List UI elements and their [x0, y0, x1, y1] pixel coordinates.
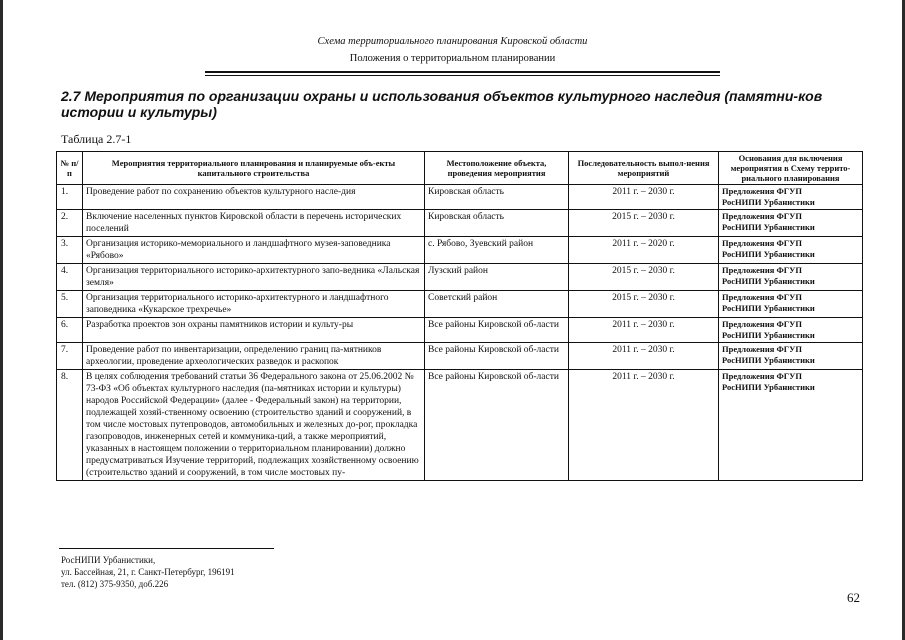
row-basis-line2: РосНИПИ Урбанистики	[722, 249, 815, 259]
row-location: Кировская область	[425, 210, 569, 237]
footer-block	[61, 554, 235, 590]
header-basis: Основания для включения мероприятия в Схему террито-риального планирования	[719, 152, 863, 185]
row-location: Лузский район	[425, 264, 569, 291]
row-basis-line1: Предложения ФГУП	[722, 371, 803, 381]
row-event: В целях соблюдения требований статьи 36 Федерального закона от 25.06.2002 № 73-ФЗ «Об объектах культурного наследия (па-мятниках истории и культуры) народов Российской Федерации» (далее - Федеральный закон) на территории, подлежащей хозяй-ственному освоению (строительство зданий и сооружений, в том числе мостовых путепроводов, автомобильных и железных до-рог, прокладка газопроводов, инженерных сетей и коммуника-ций, а также мероприятий, указанных в настоящем положении о территориальном планировании) должно предусматриваться Изучение территорий, подлежащих хозяйственному освоению (строительство зданий и сооружений, в том числе мостовых пу-	[83, 370, 425, 481]
row-basis	[719, 318, 863, 343]
row-basis-line1: Предложения ФГУП	[722, 292, 803, 302]
row-basis-line1: Предложения ФГУП	[722, 319, 803, 329]
row-period: 2011 г. – 2030 г.	[569, 185, 719, 210]
footer-rule	[59, 548, 274, 549]
row-period: 2015 г. – 2030 г.	[569, 210, 719, 237]
document-header-title: Схема территориального планирования Кировской области	[317, 36, 588, 47]
row-basis	[719, 264, 863, 291]
row-basis	[719, 343, 863, 370]
row-num: 4.	[57, 264, 83, 291]
row-basis-line1: Предложения ФГУП	[722, 265, 803, 275]
table-row	[57, 370, 863, 481]
table-row	[57, 237, 863, 264]
row-basis-line2: РосНИПИ Урбанистики	[722, 276, 815, 286]
table-header-row	[57, 152, 863, 185]
row-basis	[719, 291, 863, 318]
row-basis-line2: РосНИПИ Урбанистики	[722, 355, 815, 365]
row-basis-line2: РосНИПИ Урбанистики	[722, 330, 815, 340]
footer-address: ул. Бассейная, 21, г. Санкт-Петербург, 196191	[61, 567, 235, 577]
row-basis-line1: Предложения ФГУП	[722, 238, 803, 248]
row-location: Все районы Кировской об-ласти	[425, 318, 569, 343]
row-basis-line2: РосНИПИ Урбанистики	[722, 222, 815, 232]
document-header-subtitle: Положения о территориальном планировании	[349, 53, 556, 64]
table-row	[57, 291, 863, 318]
table-row	[57, 264, 863, 291]
table-row	[57, 318, 863, 343]
row-basis-line1: Предложения ФГУП	[722, 344, 803, 354]
row-event: Организация территориального историко-архитектурного запо-ведника «Лальская земля»	[83, 264, 425, 291]
row-basis-line2: РосНИПИ Урбанистики	[722, 382, 815, 392]
row-num: 5.	[57, 291, 83, 318]
header-rule-thick	[205, 71, 720, 73]
row-event: Организация территориального историко-архитектурного и ландшафтного заповедника «Кукарское трехречье»	[83, 291, 425, 318]
row-period: 2015 г. – 2030 г.	[569, 264, 719, 291]
table-caption: Таблица 2.7-1	[61, 132, 132, 146]
row-location: Кировская область	[425, 185, 569, 210]
row-period: 2015 г. – 2030 г.	[569, 291, 719, 318]
table-row	[57, 343, 863, 370]
row-location: Все районы Кировской об-ласти	[425, 343, 569, 370]
row-basis	[719, 210, 863, 237]
header-num: № п/п	[57, 152, 83, 185]
section-heading: 2.7 Мероприятия по организации охраны и использования объектов культурного наследия (памятни-ков истории и культуры)	[61, 88, 823, 120]
row-num: 7.	[57, 343, 83, 370]
row-num: 2.	[57, 210, 83, 237]
row-event: Организация историко-мемориального и ландшафтного музея-заповедника «Рябово»	[83, 237, 425, 264]
row-period: 2011 г. – 2030 г.	[569, 318, 719, 343]
row-period: 2011 г. – 2020 г.	[569, 237, 719, 264]
row-event: Проведение работ по инвентаризации, определению границ па-мятников археологии, проведение археологических разведок и раскопок	[83, 343, 425, 370]
row-basis-line2: РосНИПИ Урбанистики	[722, 303, 815, 313]
measures-table	[56, 151, 863, 481]
row-basis-line2: РосНИПИ Урбанистики	[722, 197, 815, 207]
row-num: 6.	[57, 318, 83, 343]
row-basis	[719, 237, 863, 264]
row-location: с. Рябово, Зуевский район	[425, 237, 569, 264]
row-basis-line1: Предложения ФГУП	[722, 211, 803, 221]
footer-org: РосНИПИ Урбанистики,	[61, 555, 156, 565]
row-period: 2011 г. – 2030 г.	[569, 343, 719, 370]
row-num: 8.	[57, 370, 83, 481]
footer-phone: тел. (812) 375-9350, доб.226	[61, 579, 169, 589]
row-basis-line1: Предложения ФГУП	[722, 186, 803, 196]
scan-edge-left	[0, 0, 3, 640]
row-event: Проведение работ по сохранению объектов культурного насле-дия	[83, 185, 425, 210]
header-rule-thin	[205, 75, 720, 76]
row-event: Включение населенных пунктов Кировской области в перечень исторических поселений	[83, 210, 425, 237]
row-location: Все районы Кировской об-ласти	[425, 370, 569, 481]
row-event: Разработка проектов зон охраны памятников истории и культу-ры	[83, 318, 425, 343]
page-number: 62	[847, 590, 860, 605]
row-num: 3.	[57, 237, 83, 264]
table-row	[57, 210, 863, 237]
header-period: Последовательность выпол-нения мероприятий	[569, 152, 719, 185]
row-period: 2011 г. – 2030 г.	[569, 370, 719, 481]
row-location: Советский район	[425, 291, 569, 318]
row-basis	[719, 185, 863, 210]
row-num: 1.	[57, 185, 83, 210]
header-location: Местоположение объекта, проведения мероприятия	[425, 152, 569, 185]
header-event: Мероприятия территориального планирования и планируемые объ-екты капитального строительства	[83, 152, 425, 185]
row-basis	[719, 370, 863, 481]
table-row	[57, 185, 863, 210]
